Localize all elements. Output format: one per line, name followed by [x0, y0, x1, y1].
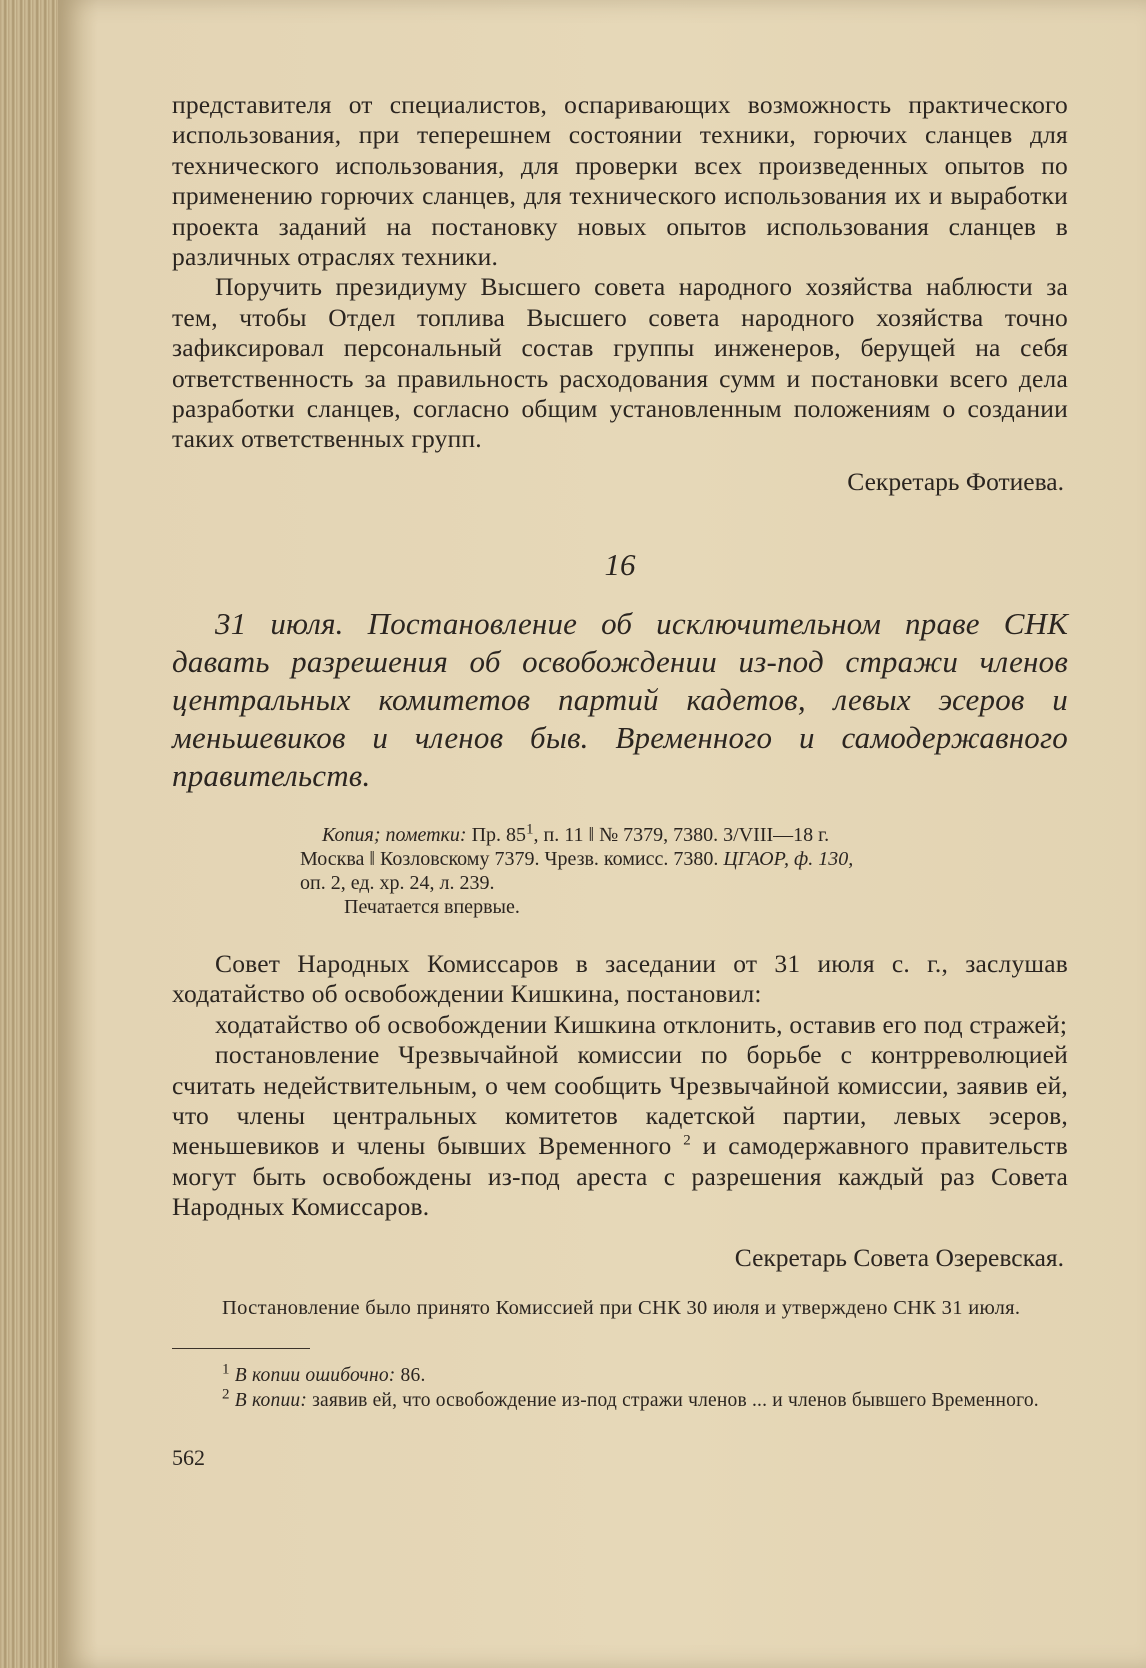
printed-first-note: Печатается впервые.	[344, 895, 520, 918]
footnote-1-label: В копии ошибочно:	[234, 1364, 396, 1386]
footnotes	[172, 1363, 1068, 1413]
footnote-1-num: 1	[222, 1361, 230, 1378]
resolution-p3-sup: 2	[683, 1132, 691, 1149]
resolution-p3	[172, 1040, 1068, 1222]
page-content	[172, 90, 1068, 1471]
marks-c: Москва ‖ Козловскому 7379. Чрезв. комисс. 7380.	[300, 847, 719, 870]
meta-line-2	[300, 847, 1068, 871]
book-page-edges	[0, 0, 58, 1668]
marks-a: Пр. 85	[471, 823, 527, 846]
footnote-1-text: 86.	[400, 1364, 426, 1386]
signature-fotieva: Секретарь Фотиева.	[847, 466, 1064, 496]
resolution-text	[172, 949, 1068, 1223]
editorial-note: Постановление было принято Комиссией при СНК 30 июля и утверждено СНК 31 июля.	[222, 1296, 1021, 1319]
footnote-1	[172, 1363, 1068, 1388]
document-number: 16	[604, 546, 636, 582]
footnote-2-text: заявив ей, что освобождение из-под стражи членов ... и членов бывшего Временного.	[312, 1389, 1039, 1411]
archive-ref-cont: оп. 2, ед. хр. 24, л. 239.	[300, 871, 495, 894]
footnote-2-num: 2	[222, 1386, 230, 1403]
archive-ref: ЦГАОР, ф. 130,	[723, 847, 854, 870]
resolution-p2: ходатайство об освобождении Кишкина отклонить, оставив его под стражей;	[215, 1009, 1068, 1039]
document-title: 31 июля. Постановление об исключительном праве СНК давать разрешения об освобождении из-под стражи членов центральных комитетов партий кадетов, левых эсеров и меньшевиков и членов быв. Временного и самодержавного правительств.	[172, 605, 1068, 793]
intro-paragraph: представителя от специалистов, оспаривающих возможность практического использования, при теперешнем состоянии техники, горючих сланцев для технического использования, для проверки всех произведенных опытов по применению горючих сланцев, для технического использования их и выработки проекта заданий на постановку новых опытов использования сланцев в различных отраслях техники.	[172, 90, 1068, 272]
archive-metadata	[172, 823, 1068, 919]
marks-a-sup: 1	[526, 821, 534, 838]
resolution-p3-a: постановление Чрезвычайной комиссии по борьбе с контрреволюцией считать недействительным, о чем сообщить Чрезвычайной комиссии, заявив ей, что члены центральных комитетов кадетской партии, левых эсеров, меньшевиков и члены бывших Временного	[172, 1040, 1068, 1161]
marks-b: , п. 11 ‖ № 7379, 7380. 3/VIII—18 г.	[533, 823, 830, 846]
footnote-2	[172, 1388, 1068, 1413]
resolution-p3-b: и самодержавного правительств могут быть освобождены из-под ареста с разрешения каждый раз Совета Народных Комиссаров.	[172, 1131, 1068, 1222]
signature-ozerevskaya: Секретарь Совета Озеревская.	[734, 1242, 1064, 1272]
resolution-p1: Совет Народных Комиссаров в заседании от 31 июля с. г., заслушав ходатайство об освобождении Кишкина, постановил:	[172, 948, 1068, 1009]
footnote-divider	[172, 1348, 310, 1349]
page-number: 562	[172, 1444, 205, 1470]
meta-line-1	[322, 823, 1068, 847]
copy-label: Копия; пометки:	[322, 823, 467, 846]
footnote-2-label: В копии:	[234, 1389, 308, 1411]
instruction-paragraph: Поручить президиуму Высшего совета народного хозяйства наблюсти за тем, чтобы Отдел топлива Высшего совета народного хозяйства точно зафиксировал персональный состав группы инженеров, берущей на себя ответственность за правильность расходования сумм и постановки всего дела разработки сланцев, согласно общим установленным положениям о создании таких ответственных групп.	[172, 272, 1068, 454]
